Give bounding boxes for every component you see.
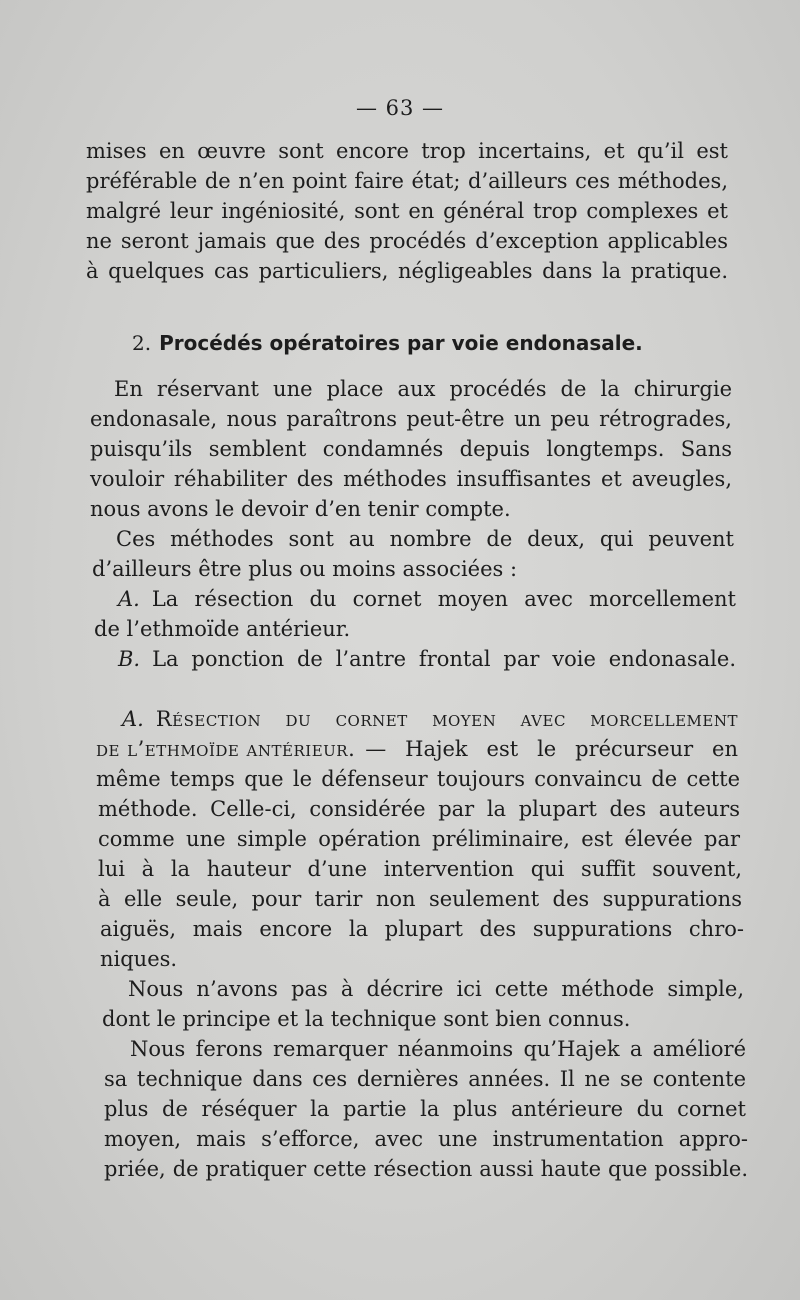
subsection-a-line-2 (96, 734, 738, 764)
para3-line-2: dont le principe et la technique sont bien connus. (102, 1007, 631, 1031)
subsection-a-letter: A. (122, 707, 144, 731)
intro-line-4: ne seront jamais que des procédés d’exception applicables (86, 229, 728, 253)
list-item-a (118, 584, 736, 614)
subsection-a-heading (122, 704, 738, 734)
section-number: 2. (132, 331, 152, 355)
para4-line-3: plus de réséquer la partie la plus antérieure du cornet (104, 1097, 746, 1121)
para1-line-3: puisqu’ils semblent condamnés depuis longtemps. Sans (90, 437, 732, 461)
para1-line-2: endonasale, nous paraîtrons peut-être un peu rétrogrades, (90, 407, 732, 431)
para2-line-2: d’ailleurs être plus ou moins associées : (92, 557, 518, 581)
para1-line-1: En réservant une place aux procédés de la chirurgie (114, 377, 732, 401)
subsection-a-body-3: comme une simple opération préliminaire, est élevée par (98, 827, 740, 851)
intro-line-5: à quelques cas particuliers, négligeables dans la pratique. (86, 259, 728, 283)
para4-line-1: Nous ferons remarquer néanmoins qu’Hajek a amélioré (130, 1037, 746, 1061)
page-number: — 63 — (355, 96, 445, 120)
subsection-a-title-1: Résection du cornet moyen avec morcellement (155, 707, 738, 731)
list-item-a-letter: A. (118, 587, 140, 611)
subsection-a-body-5: à elle seule, pour tarir non seulement des suppurations (98, 887, 742, 911)
section-title: Procédés opératoires par voie endonasale. (159, 331, 643, 355)
para4-line-2: sa technique dans ces dernières années. Il ne se contente (104, 1067, 746, 1091)
intro-line-2: préférable de n’en point faire état; d’ailleurs ces méthodes, (86, 169, 728, 193)
para1-line-4: vouloir réhabiliter des méthodes insuffisantes et aveugles, (90, 467, 732, 491)
subsection-a-text-1: — Hajek est le précurseur en (365, 737, 738, 761)
subsection-a-body-6: aiguës, mais encore la plupart des suppurations chro- (100, 917, 744, 941)
section-heading (132, 328, 643, 358)
intro-line-3: malgré leur ingéniosité, sont en général trop complexes et (86, 199, 728, 223)
para1-line-5: nous avons le devoir d’en tenir compte. (90, 497, 511, 521)
subsection-a-body-1: même temps que le défenseur toujours convaincu de cette (96, 767, 740, 791)
subsection-a-title-2: de l’ethmoïde antérieur. (96, 737, 356, 761)
list-item-a-text: La résection du cornet moyen avec morcellement (151, 587, 736, 611)
para2-line-1: Ces méthodes sont au nombre de deux, qui peuvent (116, 527, 734, 551)
para3-line-1: Nous n’avons pas à décrire ici cette méthode simple, (128, 977, 744, 1001)
list-item-b-text: La ponction de l’antre frontal par voie endonasale. (152, 647, 736, 671)
list-item-b (118, 644, 736, 674)
subsection-a-body-4: lui à la hauteur d’une intervention qui suffit souvent, (98, 857, 742, 881)
list-item-b-letter: B. (118, 647, 141, 671)
para4-line-4: moyen, mais s’efforce, avec une instrumentation appro- (104, 1127, 748, 1151)
intro-line-1: mises en œuvre sont encore trop incertains, et qu’il est (86, 139, 728, 163)
subsection-a-body-2: méthode. Celle-ci, considérée par la plupart des auteurs (98, 797, 740, 821)
para4-line-5: priée, de pratiquer cette résection aussi haute que possible. (104, 1157, 748, 1181)
list-item-a-cont: de l’ethmoïde antérieur. (94, 617, 351, 641)
subsection-a-body-7: niques. (100, 947, 178, 971)
